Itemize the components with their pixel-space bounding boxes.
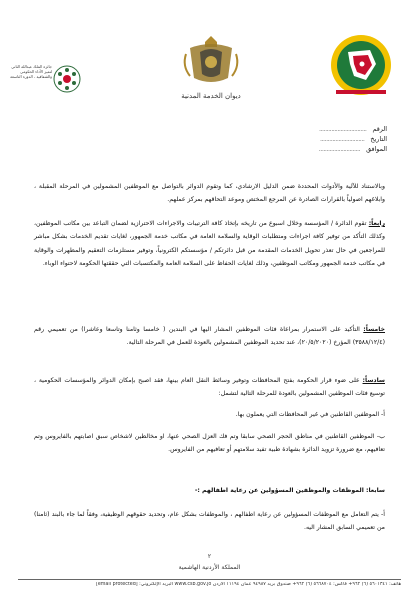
crest-icon — [178, 32, 244, 88]
award-emblem-icon — [52, 64, 82, 94]
paragraph-6 — [34, 374, 385, 401]
footer-divider — [18, 579, 401, 580]
paragraph-6-heading: سادساً: — [362, 377, 385, 384]
paragraph-6-text: على ضوء قرار الحكومة بفتح المحافظات وتوفير وسائط النقل العام بينها، فقد اصبح بإمكان الدوائر والمؤسسات الحكومية ، توسيع فئات الموظفين المشمولين بالعودة للمرحلة التالية لتشمل: — [34, 377, 385, 398]
paragraph-5-text: التأكيد على الاستمرار بمراعاة فئات الموظفين المشار اليها في البندين ( خامسا وثامنا وتاسعا وعاشرا) من تعميمي رقم (٣٥٨٨/١٢/٤) المؤرخ (٢٠/٥/٢٠٢٠)، عند تحديد الموظفين المشمولين بالعودة للعمل في المرحلة التالية. — [34, 326, 385, 347]
jordan-emblem-logo — [326, 30, 396, 100]
paragraph-6-item-b: ب- الموظفين القاطنين في مناطق الحجر الصحي سابقا وتم فك العزل الصحي عنها، او مخالطين لاشخاص سبق اصابتهم بالفايروس وتم تعافيهم، مع ضرورة تزويد الدائرة بشهادة طبية تفيد سلامتهم أو تعافيهم من الفايروس. — [34, 433, 385, 454]
footer-org-name: المملكة الأردنية الهاشمية — [178, 564, 241, 571]
paragraph-4 — [34, 217, 385, 271]
paragraph-4-text: تقوم الدائرة / المؤسسة وخلال اسبوع من تاريخه بإتخاذ كافة الترتيبات والاجراءات الاحترازية لضمان التباعد بين مكاتب الموظفين، وكذلك التأكد من توفير كافة اجراءات ومتطلبات الوقاية والسلامة العامة في مكاتب خدمة الجمهور، لغايات تقديم الخدمات بشكل مباشر للمراجعين في حال تعذر تحويل الخدمات المقدمة من قبل دائرتكم / مؤسستكم الكترونياً، وتوفير مستلزمات التعقيم والمطهرات والوقاية في مكاتب خدمة الجمهور ومكاتب الموظفين، وذلك لغايات الحفاظ على السلامة العامة والمكتسبات التي حققتها الحكومة لاحتواء الوباء. — [34, 220, 385, 268]
paragraph-6-item-a: أ- الموظفين القاطنين في غير المحافظات التي يعملون بها. — [235, 411, 385, 418]
paragraph-5 — [34, 323, 385, 350]
page-number: ٢ — [207, 553, 212, 560]
paragraph-5-heading: خامساً: — [363, 326, 385, 333]
ref-label: الرقم — [372, 125, 387, 133]
royal-crest — [178, 32, 244, 88]
footer-contact: هاتف: ٥٦٠١٣٤١ (٦) ٩٦٢+ فاكس: ٥٦٦٨٧٠٤ (٦) ٩٦٢+ صندوق بريد ٩٤٩٨٧ عمان ١١١٩٤ الأردن www.csb.gov.jo البريد الإلكتروني: [email protected] — [95, 582, 401, 587]
jordan-map-emblem-icon — [326, 30, 396, 100]
intro-paragraph: وبالاستناد للآلية والأدوات المحددة ضمن الدليل الارشادي، كما وتقوم الدوائر بالتواصل مع الموظفين المشمولين في المرحلة المقبلة ، وابلاغهم اصولياً بالقرارات الصادرة عن المرجع المختص وموعد التحاقهم بمركز عملهم. — [34, 183, 385, 204]
award-tagline: جائزة الملك عبدالله الثاني لتميز الأداء الحكومي والشفافية - الدورة التاسعة — [10, 64, 52, 79]
reference-block: الرقم ............................... التاريخ ............................. الموافق ........................... — [318, 125, 387, 153]
hijri-date-label: الموافق — [366, 145, 387, 153]
award-logo — [8, 42, 84, 98]
paragraph-7-heading: سابعا: الموظفات والموظفين المسؤولين عن رعاية اطفالهم :- — [194, 487, 385, 494]
organization-name: ديوان الخدمة المدنية — [181, 92, 241, 100]
paragraph-7-item-a: أ- يتم التعامل مع الموظفات المسؤولين عن رعاية اطفالهم ، والموظفات بشكل عام، وتحديد حقوقهم الوظيفية، وفقاً لما جاء بالبند (ثامنا) من تعميمي السابق المشار اليه. — [34, 511, 385, 532]
date-label: التاريخ — [370, 135, 387, 143]
paragraph-4-heading: رابعاً: — [368, 220, 385, 227]
